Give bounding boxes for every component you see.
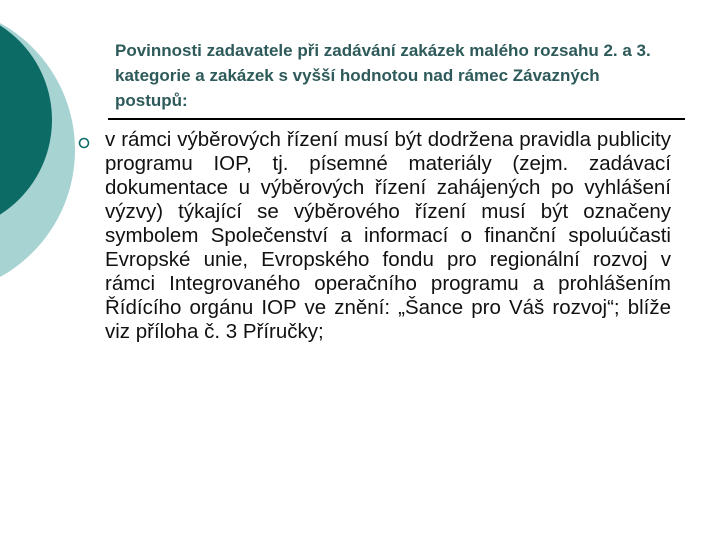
decorative-circles xyxy=(0,0,80,300)
title-divider xyxy=(108,118,685,120)
slide-title: Povinnosti zadavatele při zadávání zakázek malého rozsahu 2. a 3. kategorie a zakázek s vyšší hodnotou nad rámec Závazných postupů: xyxy=(115,41,651,110)
ring-bullet-icon xyxy=(78,137,90,149)
bullet-text: v rámci výběrových řízení musí být dodržena pravidla publicity programu IOP, tj. písemné materiály (zejm. zadávací dokumentace u výběrových řízení zahájených po vyhlášení výzvy) týkající se výběrového řízení musí být označeny symbolem Společenství a informací o finanční spoluúčasti Evropské unie, Evropského fondu pro regionální rozvoj v rámci Integrovaného operačního programu a prohlášením Řídícího orgánu IOP ve znění: „Šance pro Váš rozvoj“; blíže viz příloha č. 3 Příručky; xyxy=(105,128,671,343)
